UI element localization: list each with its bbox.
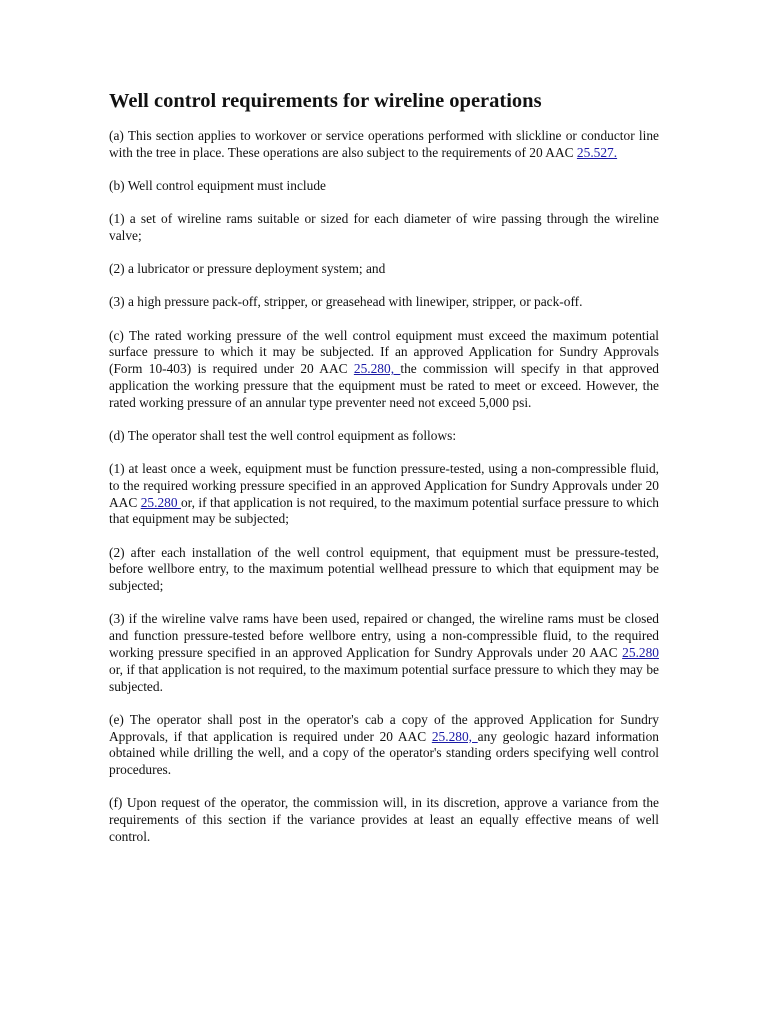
paragraph-text: (3) a high pressure pack-off, stripper, or greasehead with linewiper, stripper, or pack-off. xyxy=(109,294,583,310)
paragraph-text: (2) a lubricator or pressure deployment system; and xyxy=(109,261,386,277)
paragraph-d xyxy=(109,428,659,445)
paragraph-text: (c) The rated working pressure of the well control equipment must exceed the maximum potential surface pressure to which it may be subjected. If an approved Application for Sundry Approvals (Form 10-403) is required under 20 AAC xyxy=(109,327,659,377)
paragraph-b1 xyxy=(109,211,659,245)
document-body xyxy=(109,128,659,846)
paragraph-text: (3) if the wireline valve rams have been used, repaired or changed, the wireline rams must be closed and function pressure-tested before wellbore entry, using a non-compressible fluid, to the required working pressure specified in an approved Application for Sundry Approvals under 20 AAC xyxy=(109,611,659,661)
paragraph-e xyxy=(109,712,659,779)
paragraph-text: (1) a set of wireline rams suitable or sized for each diameter of wire passing through the wireline valve; xyxy=(109,211,659,243)
paragraph-d3 xyxy=(109,611,659,695)
paragraph-c xyxy=(109,328,659,412)
paragraph-b3 xyxy=(109,294,659,311)
paragraph-text: or, if that application is not required, to the maximum potential surface pressure to which that equipment may be subjected; xyxy=(109,494,660,527)
paragraph-text: (b) Well control equipment must include xyxy=(109,177,326,193)
paragraph-d1 xyxy=(109,461,659,528)
paragraph-text: the commission will specify in that approved application the working pressure that the equipment must be rated to meet or exceed. However, the rated working pressure of an annular type preventer need not exceed 5,000 psi. xyxy=(109,361,659,410)
paragraph-d2 xyxy=(109,545,659,595)
paragraph-b2 xyxy=(109,261,659,278)
paragraph-a xyxy=(109,128,659,162)
paragraph-text: (a) This section applies to workover or service operations performed with slickline or conductor line with the tree in place. These operations are also subject to the requirements of 20 AAC xyxy=(109,128,659,160)
regulation-link[interactable]: 25.280, xyxy=(431,728,478,744)
paragraph-text: (1) at least once a week, equipment must be function pressure-tested, using a non-compressible fluid, to the required working pressure specified in an approved Application for Sundry Approvals under 20 AAC xyxy=(109,461,659,510)
paragraph-text: (2) after each installation of the well control equipment, that equipment must be pressure-tested, before wellbore entry, to the maximum potential wellhead pressure to which that equipment may be subjected; xyxy=(109,544,659,594)
regulation-link[interactable]: 25.280, xyxy=(353,361,401,377)
page-title: Well control requirements for wireline operations xyxy=(109,90,542,112)
document-page xyxy=(109,88,659,862)
regulation-link[interactable]: 25.280 xyxy=(622,645,659,661)
paragraph-text: (f) Upon request of the operator, the commission will, in its discretion, approve a variance from the requirements of this section if the variance provides at least an equally effective means of well control. xyxy=(109,795,659,844)
regulation-link[interactable]: 25.527. xyxy=(576,144,618,160)
paragraph-text: any geologic hazard information obtained while drilling the well, and a copy of the operator's standing orders specifying well control procedures. xyxy=(109,728,660,778)
regulation-link[interactable]: 25.280 xyxy=(140,494,181,510)
paragraph-b xyxy=(109,178,659,195)
paragraph-text: (d) The operator shall test the well control equipment as follows: xyxy=(109,427,457,443)
paragraph-text: (e) The operator shall post in the operator's cab a copy of the approved Application for Sundry Approvals, if that application is required under 20 AAC xyxy=(109,711,659,744)
paragraph-f xyxy=(109,795,659,845)
paragraph-text: or, if that application is not required, to the maximum potential surface pressure to which they may be subjected. xyxy=(109,661,659,694)
